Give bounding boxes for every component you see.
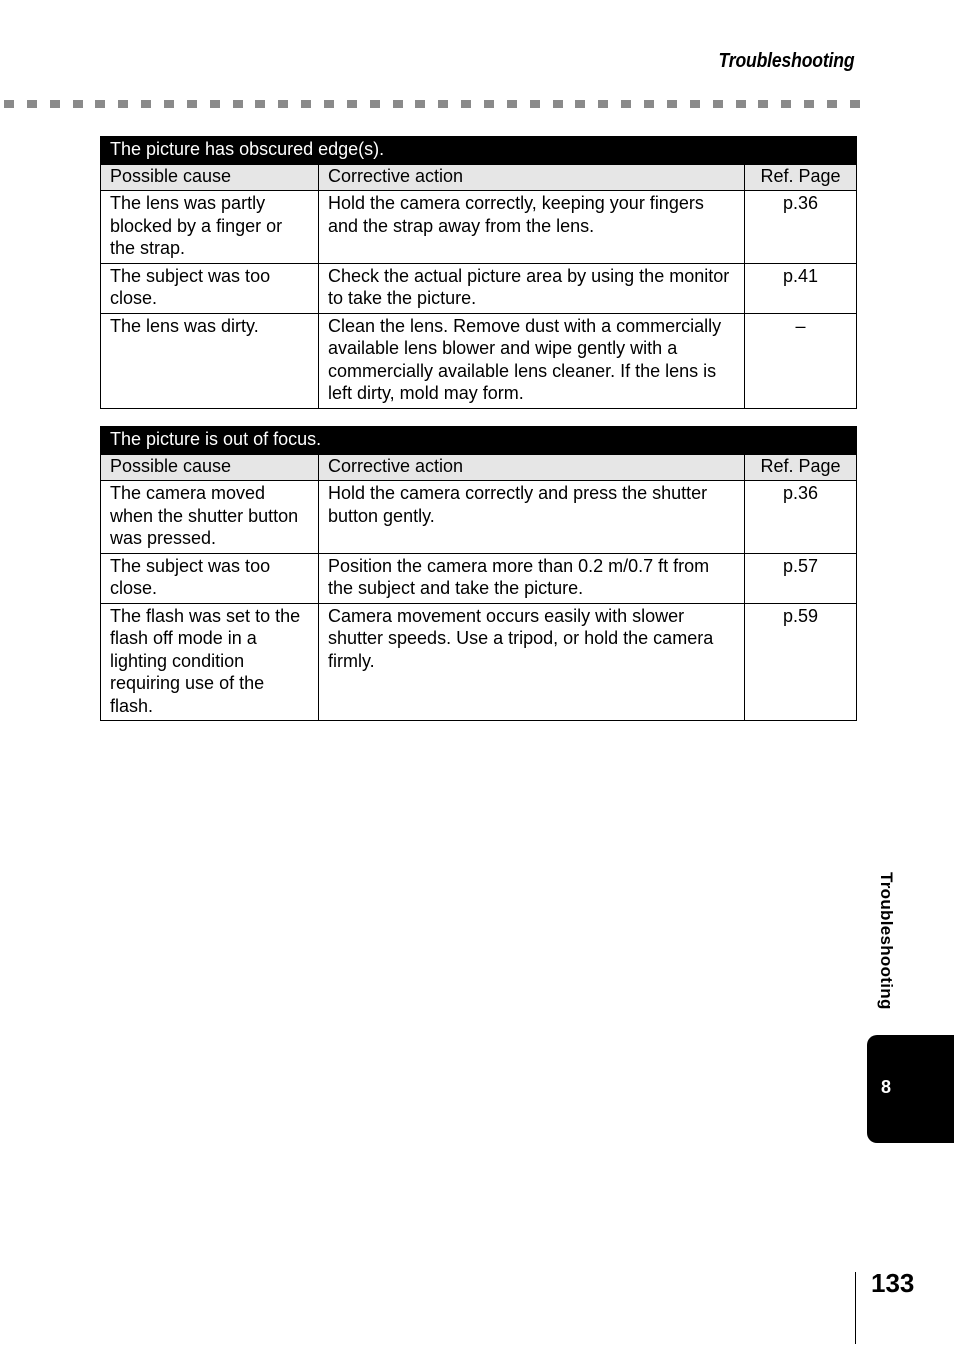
- rule-dash: [4, 100, 14, 108]
- table-row: [101, 263, 857, 313]
- ref-page-cell: p.41: [745, 263, 857, 313]
- action-cell: Camera movement occurs easily with slower shutter speeds. Use a tripod, or hold the camera firmly.: [319, 603, 745, 721]
- chapter-tab: [867, 1035, 954, 1143]
- ref-page-cell: p.36: [745, 481, 857, 554]
- cause-cell: The subject was too close.: [101, 553, 319, 603]
- rule-dash: [27, 100, 37, 108]
- page-number-divider: [855, 1272, 856, 1344]
- rule-dash: [850, 100, 860, 108]
- rule-dash: [187, 100, 197, 108]
- table-title: The picture has obscured edge(s).: [101, 137, 857, 165]
- rule-dash: [324, 100, 334, 108]
- rule-dash: [713, 100, 723, 108]
- column-header-cause: Possible cause: [101, 455, 319, 481]
- rule-dash: [598, 100, 608, 108]
- cause-cell: The lens was dirty.: [101, 313, 319, 408]
- rule-dash: [758, 100, 768, 108]
- ref-page-cell: p.59: [745, 603, 857, 721]
- rule-dash: [553, 100, 563, 108]
- troubleshooting-table-out-of-focus: [100, 426, 857, 721]
- rule-dash: [301, 100, 311, 108]
- rule-dash: [484, 100, 494, 108]
- rule-dash: [50, 100, 60, 108]
- column-header-action: Corrective action: [319, 455, 745, 481]
- page-number: 133: [871, 1268, 915, 1298]
- troubleshooting-table-obscured-edges: [100, 136, 857, 409]
- running-header-title: Troubleshooting: [718, 50, 854, 72]
- rule-dash: [210, 100, 220, 108]
- table-row: [101, 603, 857, 721]
- side-section-label: Troubleshooting: [877, 872, 896, 1010]
- cause-cell: The lens was partly blocked by a finger or the strap.: [101, 191, 319, 264]
- chapter-number: 8: [881, 1077, 892, 1097]
- rule-dash: [233, 100, 243, 108]
- action-cell: Clean the lens. Remove dust with a commercially available lens blower and wipe gently with a commercially available lens cleaner. If the lens is left dirty, mold may form.: [319, 313, 745, 408]
- table-row: [101, 481, 857, 554]
- ref-page-cell: –: [745, 313, 857, 408]
- rule-dash: [736, 100, 746, 108]
- action-cell: Hold the camera correctly, keeping your fingers and the strap away from the lens.: [319, 191, 745, 264]
- table-title: The picture is out of focus.: [101, 427, 857, 455]
- rule-dash: [415, 100, 425, 108]
- cause-cell: The flash was set to the flash off mode in a lighting condition requiring use of the flash.: [101, 603, 319, 721]
- cause-cell: The subject was too close.: [101, 263, 319, 313]
- ref-page-cell: p.36: [745, 191, 857, 264]
- rule-dash: [667, 100, 677, 108]
- table-row: [101, 553, 857, 603]
- cause-cell: The camera moved when the shutter button was pressed.: [101, 481, 319, 554]
- rule-dash: [370, 100, 380, 108]
- header-dotted-rule: [4, 100, 860, 109]
- rule-dash: [621, 100, 631, 108]
- rule-dash: [438, 100, 448, 108]
- column-header-ref: Ref. Page: [745, 455, 857, 481]
- rule-dash: [575, 100, 585, 108]
- action-cell: Position the camera more than 0.2 m/0.7 ft from the subject and take the picture.: [319, 553, 745, 603]
- rule-dash: [118, 100, 128, 108]
- rule-dash: [804, 100, 814, 108]
- rule-dash: [690, 100, 700, 108]
- rule-dash: [461, 100, 471, 108]
- rule-dash: [781, 100, 791, 108]
- rule-dash: [347, 100, 357, 108]
- rule-dash: [644, 100, 654, 108]
- ref-page-cell: p.57: [745, 553, 857, 603]
- rule-dash: [141, 100, 151, 108]
- rule-dash: [164, 100, 174, 108]
- rule-dash: [278, 100, 288, 108]
- rule-dash: [393, 100, 403, 108]
- rule-dash: [507, 100, 517, 108]
- rule-dash: [73, 100, 83, 108]
- rule-dash: [530, 100, 540, 108]
- column-header-action: Corrective action: [319, 165, 745, 191]
- action-cell: Check the actual picture area by using the monitor to take the picture.: [319, 263, 745, 313]
- column-header-cause: Possible cause: [101, 165, 319, 191]
- rule-dash: [827, 100, 837, 108]
- column-header-ref: Ref. Page: [745, 165, 857, 191]
- table-row: [101, 313, 857, 408]
- rule-dash: [95, 100, 105, 108]
- action-cell: Hold the camera correctly and press the shutter button gently.: [319, 481, 745, 554]
- table-row: [101, 191, 857, 264]
- rule-dash: [255, 100, 265, 108]
